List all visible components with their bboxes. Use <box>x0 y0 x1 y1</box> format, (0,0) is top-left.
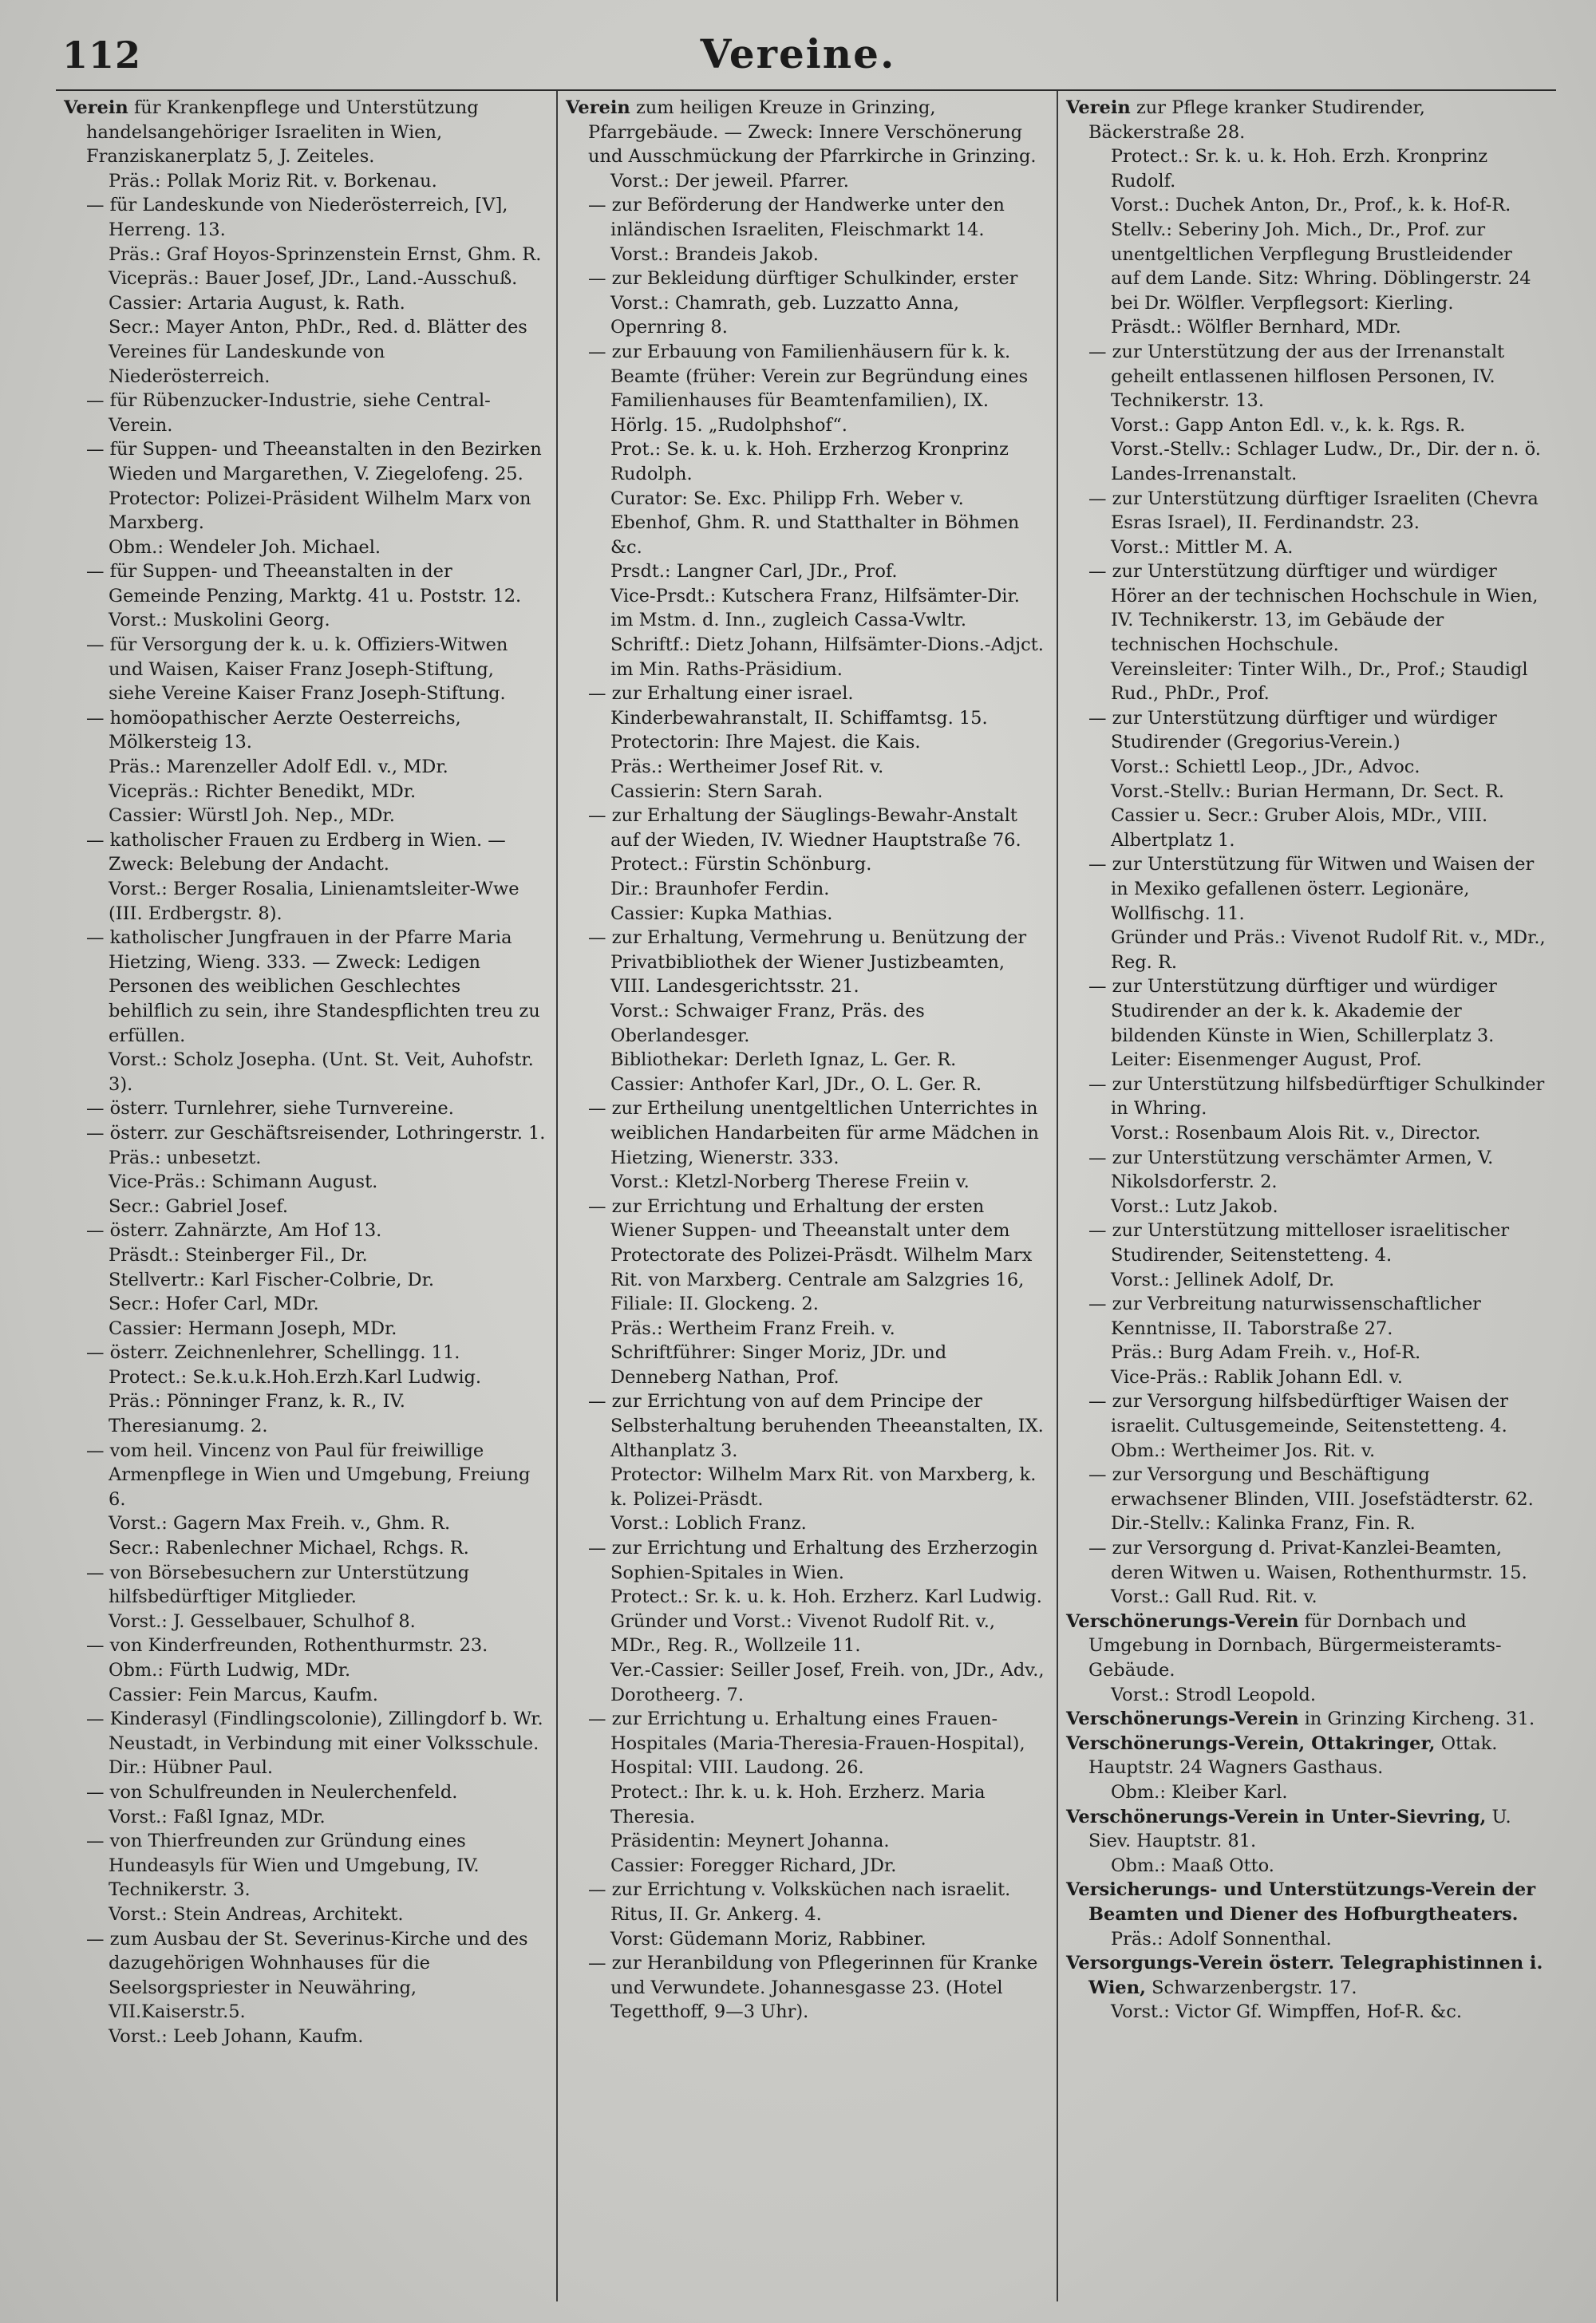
entry-text: — zur Unterstützung der aus der Irrenanstalt geheilt entlassenen hilflosen Personen, IV. Technikerstr. 13. <box>1088 341 1505 412</box>
directory-officer-line <box>566 902 1046 926</box>
entry-text: — für Landeskunde von Niederösterreich, [V], Herreng. 13. <box>86 195 508 240</box>
entry-text: — österr. zur Geschäftsreisender, Lothringerstr. 1. <box>86 1122 546 1144</box>
entry-text: — von Thierfreunden zur Gründung eines Hundeasyls für Wien und Umgebung, IV. Technikerstr. 3. <box>86 1831 480 1901</box>
directory-sub-entry <box>566 1536 1046 1585</box>
entry-text: Präsidentin: Meynert Johanna. <box>610 1831 890 1852</box>
directory-officer-line <box>64 1389 546 1438</box>
directory-officer-line <box>1066 1780 1547 1805</box>
directory-officer-line <box>566 633 1046 681</box>
entry-headword: Verein <box>1066 97 1131 118</box>
entry-text: Präsdt.: Steinberger Fil., Dr. <box>109 1244 368 1266</box>
entry-text: — vom heil. Vincenz von Paul für freiwillige Armenpflege in Wien und Umgebung, Freiung 6. <box>86 1440 531 1510</box>
directory-sub-entry <box>1066 487 1547 535</box>
directory-officer-line <box>1066 535 1547 560</box>
directory-officer-line <box>1066 2000 1547 2025</box>
entry-text: — zur Unterstützung dürftiger und würdiger Hörer an der technischen Hochschule in Wien, IV. Technikerstr. 13, im Gebäude der technischen Hochschule. <box>1088 561 1539 656</box>
entry-text: Cassier: Kupka Mathias. <box>610 903 833 924</box>
entry-text: Protect.: Sr. k. u. k. Hoh. Erzherz. Karl Ludwig. <box>610 1586 1042 1608</box>
directory-officer-line <box>566 1658 1046 1707</box>
directory-sub-entry <box>64 1439 546 1512</box>
directory-officer-line <box>64 1902 546 1927</box>
entry-text: Prsdt.: Langner Carl, JDr., Prof. <box>610 561 898 583</box>
entry-text: Vorst.: J. Gesselbauer, Schulhof 8. <box>109 1610 416 1632</box>
directory-sub-entry <box>566 1195 1046 1317</box>
directory-sub-entry <box>64 1121 546 1146</box>
entry-text: Vorst.: Strodl Leopold. <box>1111 1684 1316 1705</box>
directory-sub-entry <box>566 926 1046 999</box>
directory-officer-line <box>64 1805 546 1830</box>
directory-officer-line <box>566 780 1046 804</box>
entry-text: Gründer und Präs.: Vivenot Rudolf Rit. v., MDr., Reg. R. <box>1111 927 1546 973</box>
entry-text: Vicepräs.: Richter Benedikt, MDr. <box>109 780 417 802</box>
directory-heading-entry <box>566 96 1046 169</box>
directory-officer-line <box>1066 780 1547 804</box>
entry-text: — zur Erhaltung der Säuglings-Bewahr-Anstalt auf der Wieden, IV. Wiedner Hauptstraße 76. <box>588 805 1021 851</box>
directory-officer-line <box>566 1317 1046 1341</box>
directory-sub-entry <box>1066 974 1547 1048</box>
entry-text: Schriftführer: Singer Moriz, JDr. und Denneberg Nathan, Prof. <box>610 1342 947 1388</box>
entry-text: Cassier: Anthofer Karl, JDr., O. L. Ger. R. <box>610 1073 982 1095</box>
entry-text: — zur Erhaltung einer israel. Kinderbewahranstalt, II. Schiffamtsg. 15. <box>588 683 988 729</box>
entry-text: Vorst: Güdemann Moriz, Rabbiner. <box>610 1928 926 1950</box>
directory-heading-entry <box>1066 1951 1547 2000</box>
directory-officer-line <box>64 755 546 780</box>
entry-text: Präs.: Adolf Sonnenthal. <box>1111 1928 1332 1950</box>
directory-officer-line <box>1066 1268 1547 1293</box>
entry-text: — zur Erhaltung, Vermehrung u. Benützung der Privatbibliothek der Wiener Justizbeamten, VIII. Landesgerichtsstr. 21. <box>588 927 1027 998</box>
entry-text: Protect.: Ihr. k. u. k. Hoh. Erzherz. Maria Theresia. <box>610 1781 986 1827</box>
entry-text: — für Suppen- und Theeanstalten in den Bezirken Wieden und Margarethen, V. Ziegelofeng. 25. <box>86 439 542 484</box>
directory-officer-line <box>566 243 1046 267</box>
entry-text: — zur Verbreitung naturwissenschaftlicher Kenntnisse, II. Taborstraße 27. <box>1088 1294 1481 1339</box>
entry-text: Secr.: Hofer Carl, MDr. <box>109 1294 319 1315</box>
entry-text: in Grinzing Kircheng. 31. <box>1298 1709 1535 1730</box>
directory-sub-entry <box>1066 1536 1547 1585</box>
entry-text: Gründer und Vorst.: Vivenot Rudolf Rit. v., MDr., Reg. R., Wollzeile 11. <box>610 1610 996 1657</box>
directory-heading-entry <box>64 96 546 169</box>
directory-officer-line <box>566 852 1046 877</box>
directory-heading-entry <box>1066 96 1547 144</box>
directory-heading-entry <box>1066 1878 1547 1926</box>
directory-sub-entry <box>64 1780 546 1805</box>
directory-officer-line <box>1066 1585 1547 1610</box>
entry-text: Cassier: Fein Marcus, Kaufm. <box>109 1684 378 1705</box>
entry-text: Vice-Prsdt.: Kutschera Franz, Hilfsämter-Dir. im Mstm. d. Inn., zugleich Cassa-Vwltr. <box>610 585 1020 631</box>
directory-officer-line <box>1066 413 1547 438</box>
entry-text: Vorst.: Loblich Franz. <box>610 1513 807 1535</box>
directory-sub-entry <box>1066 1292 1547 1341</box>
directory-sub-entry <box>566 681 1046 730</box>
column-3 <box>1057 91 1556 2301</box>
directory-officer-line <box>64 1195 546 1219</box>
page-header <box>56 22 1540 86</box>
column-2 <box>556 91 1056 2301</box>
entry-text: — zur Heranbildung von Pflegerinnen für Kranke und Verwundete. Johannesgasse 23. (Hotel Tegetthoff, 9—3 Uhr). <box>588 1953 1038 2023</box>
entry-text: — zur Errichtung von auf dem Principe der Selbsterhaltung beruhenden Theeanstalten, IX. Althanplatz 3. <box>588 1391 1044 1461</box>
entry-text: — österr. Zahnärzte, Am Hof 13. <box>86 1220 382 1242</box>
directory-officer-line <box>1066 437 1547 486</box>
directory-heading-entry <box>1066 1610 1547 1683</box>
directory-officer-line <box>566 1585 1046 1610</box>
entry-text: Secr.: Mayer Anton, PhDr., Red. d. Blätter des Vereines für Landeskunde von Niederösterreich. <box>109 317 527 387</box>
entry-text: zum heiligen Kreuze in Grinzing, Pfarrgebäude. — Zweck: Innere Verschönerung und Ausschmückung der Pfarrkirche in Grinzing. <box>588 97 1037 168</box>
entry-text: Vorst.: Stein Andreas, Architekt. <box>109 1903 404 1925</box>
directory-officer-line <box>64 1146 546 1171</box>
entry-text: Vorst.: Duchek Anton, Dr., Prof., k. k. Hof-R. <box>1111 195 1511 216</box>
directory-sub-entry <box>64 389 546 437</box>
directory-heading-entry <box>1066 1707 1547 1732</box>
entry-text: — zur Unterstützung für Witwen und Waisen der in Mexiko gefallenen österr. Legionäre, Wollfischg. 11. <box>1088 854 1535 924</box>
entry-text: Vorst.: Muskolini Georg. <box>109 610 330 631</box>
directory-officer-line <box>1066 1683 1547 1708</box>
directory-sub-entry <box>1066 1146 1547 1195</box>
entry-text: — zur Bekleidung dürftiger Schulkinder, erster Vorst.: Chamrath, geb. Luzzatto Anna, Opernring 8. <box>588 268 1018 338</box>
directory-officer-line <box>566 437 1046 486</box>
entry-text: Vorst.: Brandeis Jakob. <box>610 243 819 265</box>
entry-text: — von Börsebesuchern zur Unterstützung hilfsbedürftiger Mitglieder. <box>86 1562 469 1608</box>
directory-officer-line <box>64 169 546 194</box>
entry-text: Dir.-Stellv.: Kalinka Franz, Fin. R. <box>1111 1513 1416 1535</box>
entry-text: — Kinderasyl (Findlingscolonie), Zillingdorf b. Wr. Neustadt, in Verbindung mit einer Volksschule. <box>86 1709 543 1754</box>
entry-text: — homöopathischer Aerzte Oesterreichs, Mölkersteig 13. <box>86 707 461 753</box>
directory-officer-line <box>64 1317 546 1341</box>
directory-officer-line <box>1066 193 1547 218</box>
running-title: Vereine. <box>700 30 896 77</box>
entry-text: Vorst.: Gagern Max Freih. v., Ghm. R. <box>109 1513 451 1535</box>
directory-officer-line <box>1066 1511 1547 1536</box>
directory-officer-line <box>566 584 1046 633</box>
entry-text: Vorst.: Der jeweil. Pfarrer. <box>610 170 849 192</box>
directory-sub-entry <box>1066 1219 1547 1267</box>
entry-text: — zum Ausbau der St. Severinus-Kirche und des dazugehörigen Wohnhauses für die Seelsorgspriester in Neuwähring, VII.Kaiserstr.5. <box>86 1928 528 2023</box>
entry-text: — zur Ertheilung unentgeltlichen Unterrichtes in weiblichen Handarbeiten für arme Mädchen in Hietzing, Wienerstr. 333. <box>588 1098 1039 1168</box>
directory-sub-entry <box>1066 1463 1547 1511</box>
directory-officer-line <box>566 487 1046 560</box>
directory-officer-line <box>1066 1854 1547 1879</box>
directory-officer-line <box>1066 1121 1547 1146</box>
entry-text: Cassier u. Secr.: Gruber Alois, MDr., VIII. Albertplatz 1. <box>1111 805 1488 851</box>
directory-heading-entry <box>1066 1805 1547 1854</box>
directory-sub-entry <box>1066 852 1547 926</box>
directory-officer-line <box>566 1829 1046 1854</box>
directory-sub-entry <box>64 1927 546 2025</box>
directory-officer-line <box>566 999 1046 1048</box>
directory-sub-entry <box>64 1634 546 1658</box>
entry-text: Vice-Präs.: Rablik Johann Edl. v. <box>1111 1366 1403 1388</box>
directory-sub-entry <box>566 1707 1046 1780</box>
entry-text: Präs.: unbesetzt. <box>109 1147 262 1168</box>
directory-officer-line <box>1066 144 1547 193</box>
entry-text: Secr.: Rabenlechner Michael, Rchgs. R. <box>109 1538 469 1559</box>
entry-text: Präs.: Burg Adam Freih. v., Hof-R. <box>1111 1342 1421 1364</box>
entry-text: zur Pflege kranker Studirender, Bäckerstraße 28. <box>1088 97 1425 143</box>
entry-text: Obm.: Kleiber Karl. <box>1111 1781 1288 1803</box>
entry-text: Präs.: Wertheim Franz Freih. v. <box>610 1318 895 1339</box>
directory-sub-entry <box>64 193 546 242</box>
directory-sub-entry <box>566 1096 1046 1170</box>
directory-officer-line <box>1066 804 1547 852</box>
entry-text: Protector: Wilhelm Marx Rit. von Marxberg, k. k. Polizei-Präsdt. <box>610 1464 1037 1510</box>
directory-officer-line <box>566 1927 1046 1952</box>
directory-officer-line <box>64 291 546 316</box>
entry-text: Präs.: Pollak Moriz Rit. v. Borkenau. <box>109 170 437 192</box>
directory-officer-line <box>64 1658 546 1683</box>
entry-text: — zur Unterstützung dürftiger Israeliten (Chevra Esras Israel), II. Ferdinandstr. 23. <box>1088 488 1539 534</box>
entry-text: Vorst.: Schwaiger Franz, Präs. des Oberlandesger. <box>610 1000 925 1046</box>
directory-officer-line <box>1066 1439 1547 1464</box>
entry-text: Präs.: Graf Hoyos-Sprinzenstein Ernst, Ghm. R. <box>109 243 542 265</box>
entry-text: — zur Versorgung und Beschäftigung erwachsener Blinden, VIII. Josefstädterstr. 62. <box>1088 1464 1534 1510</box>
directory-officer-line <box>566 1854 1046 1879</box>
directory-officer-line <box>64 804 546 828</box>
entry-text: — für Suppen- und Theeanstalten in der Gemeinde Penzing, Marktg. 41 u. Poststr. 12. <box>86 561 522 606</box>
directory-sub-entry <box>64 1096 546 1121</box>
entry-text: Vorst.: Faßl Ignaz, MDr. <box>109 1806 326 1827</box>
directory-officer-line <box>1066 658 1547 706</box>
entry-headword: Verein <box>64 97 128 118</box>
directory-officer-line <box>64 1292 546 1317</box>
directory-sub-entry <box>64 1341 546 1365</box>
directory-officer-line <box>1066 1195 1547 1219</box>
entry-text: Stellvertr.: Karl Fischer-Colbrie, Dr. <box>109 1269 435 1290</box>
directory-officer-line <box>64 1170 546 1195</box>
directory-officer-line <box>1066 755 1547 780</box>
directory-officer-line <box>64 2025 546 2049</box>
directory-officer-line <box>566 730 1046 755</box>
entry-text: Secr.: Gabriel Josef. <box>109 1195 289 1217</box>
directory-sub-entry <box>64 1219 546 1243</box>
entry-text: für Krankenpflege und Unterstützung handelsangehöriger Israeliten in Wien, Franziskanerplatz 5, J. Zeiteles. <box>86 97 479 168</box>
entry-text: Schwarzenbergstr. 17. <box>1145 1977 1357 1998</box>
entry-text: — von Kinderfreunden, Rothenthurmstr. 23. <box>86 1635 488 1657</box>
directory-officer-line <box>1066 1365 1547 1390</box>
entry-text: Cassier: Hermann Joseph, MDr. <box>109 1318 397 1339</box>
entry-text: — zur Unterstützung mittelloser israelitischer Studirender, Seitenstetteng. 4. <box>1088 1220 1510 1266</box>
directory-officer-line <box>566 1780 1046 1829</box>
entry-text: Protect.: Sr. k. u. k. Hoh. Erzh. Kronprinz Rudolf. <box>1111 146 1488 192</box>
directory-officer-line <box>64 1268 546 1293</box>
entry-text: Vorst.: Kletzl-Norberg Therese Freiin v. <box>610 1171 970 1193</box>
directory-officer-line <box>64 315 546 389</box>
entry-headword: Versorgungs-Verein österr. Telegraphistinnen i. Wien, <box>1066 1953 1543 1998</box>
entry-text: Vorst.-Stellv.: Burian Hermann, Dr. Sect. R. <box>1111 780 1505 802</box>
entry-text: Protect.: Se.k.u.k.Hoh.Erzh.Karl Ludwig. <box>109 1366 482 1388</box>
directory-sub-entry <box>64 559 546 608</box>
entry-text: — zur Errichtung u. Erhaltung eines Frauen-Hospitales (Maria-Theresia-Frauen-Hospital), Hospital: VIII. Laudong. 26. <box>588 1709 1025 1779</box>
entry-headword: Verschönerungs-Verein <box>1066 1610 1299 1632</box>
directory-officer-line <box>566 1170 1046 1195</box>
directory-officer-line <box>64 608 546 633</box>
entry-headword: Verschönerungs-Verein <box>1066 1709 1299 1730</box>
entry-text: — katholischer Jungfrauen in der Pfarre Maria Hietzing, Wieng. 333. — Zweck: Ledigen Personen des weiblichen Geschlechtes behilflich zu sein, ihre Standespflichten treu zu erfüllen. <box>86 927 540 1046</box>
entry-text: — katholischer Frauen zu Erdberg in Wien. — Zweck: Belebung der Andacht. <box>86 829 506 875</box>
directory-officer-line <box>64 1365 546 1390</box>
entry-text: — zur Errichtung und Erhaltung der ersten Wiener Suppen- und Theeanstalt unter dem Protectorate des Polizei-Präsdt. Wilhelm Marx Rit. von Marxberg. Centrale am Salzgries 16, Filiale: II. Glockeng. 2. <box>588 1195 1033 1315</box>
entry-text: Präs.: Marenzeller Adolf Edl. v., MDr. <box>109 757 448 778</box>
entry-text: — zur Errichtung und Erhaltung des Erzherzogin Sophien-Spitales in Wien. <box>588 1538 1038 1583</box>
directory-sub-entry <box>64 926 546 1048</box>
directory-officer-line <box>64 1756 546 1780</box>
entry-text: Vorst.: Jellinek Adolf, Dr. <box>1111 1269 1335 1290</box>
directory-sub-entry <box>566 193 1046 242</box>
entry-text: Vorst.: Lutz Jakob. <box>1111 1195 1278 1217</box>
entry-text: Obm.: Wendeler Joh. Michael. <box>109 536 381 558</box>
directory-officer-line <box>566 1048 1046 1073</box>
entry-text: Präs.: Pönninger Franz, k. R., IV. Theresianumg. 2. <box>109 1391 405 1437</box>
entry-text: Ver.-Cassier: Seiller Josef, Freih. von, JDr., Adv., Dorotheerg. 7. <box>610 1660 1045 1705</box>
directory-sub-entry <box>1066 340 1547 413</box>
entry-text: Ottak. Hauptstr. 24 Wagners Gasthaus. <box>1088 1732 1498 1779</box>
entry-text: Cassier: Artaria August, k. Rath. <box>109 292 405 314</box>
directory-sub-entry <box>566 1878 1046 1926</box>
entry-text: Protector: Polizei-Präsident Wilhelm Marx von Marxberg. <box>109 488 531 534</box>
directory-sub-entry <box>64 1707 546 1756</box>
entry-headword: Versicherungs- und Unterstützungs-Verein der Beamten und Diener des Hofburgtheaters. <box>1066 1879 1536 1925</box>
column-1 <box>56 91 555 2301</box>
directory-officer-line <box>566 755 1046 780</box>
directory-officer-line <box>566 1463 1046 1511</box>
entry-text: — zur Unterstützung verschämter Armen, V. Nikolsdorferstr. 2. <box>1088 1147 1494 1193</box>
entry-text: Vorst.: Victor Gf. Wimpffen, Hof-R. &c. <box>1111 2001 1462 2023</box>
entry-text: Schriftf.: Dietz Johann, Hilfsämter-Dions.-Adjct. im Min. Raths-Präsidium. <box>610 634 1044 680</box>
directory-officer-line <box>566 1341 1046 1389</box>
entry-text: Obm.: Fürth Ludwig, MDr. <box>109 1660 351 1681</box>
entry-text: Vice-Präs.: Schimann August. <box>109 1171 378 1193</box>
directory-sub-entry <box>566 1951 1046 2025</box>
directory-sub-entry <box>566 267 1046 340</box>
entry-text: Vorst.: Schiettl Leop., JDr., Advoc. <box>1111 757 1420 778</box>
entry-text: Obm.: Wertheimer Jos. Rit. v. <box>1111 1440 1376 1461</box>
directory-officer-line <box>64 267 546 291</box>
directory-sub-entry <box>1066 706 1547 755</box>
directory-sub-entry <box>1066 559 1547 657</box>
directory-officer-line <box>566 1511 1046 1536</box>
directory-officer-line <box>64 1511 546 1536</box>
directory-officer-line <box>1066 315 1547 340</box>
entry-text: — zur Unterstützung hilfsbedürftiger Schulkinder in Whring. <box>1088 1073 1545 1120</box>
entry-text: Cassier: Foregger Richard, JDr. <box>610 1855 897 1876</box>
entry-text: — zur Versorgung d. Privat-Kanzlei-Beamten, deren Witwen u. Waisen, Rothenthurmstr. 15. <box>1088 1538 1527 1583</box>
directory-sub-entry <box>566 1389 1046 1463</box>
entry-text: — für Versorgung der k. u. k. Offiziers-Witwen und Waisen, Kaiser Franz Joseph-Stiftung, siehe Vereine Kaiser Franz Joseph-Stiftung. <box>86 634 508 705</box>
entry-text: — zur Beförderung der Handwerke unter den inländischen Israeliten, Fleischmarkt 14. <box>588 195 1005 240</box>
entry-text: Vorst.: Mittler M. A. <box>1111 536 1294 558</box>
directory-officer-line <box>64 1536 546 1561</box>
entry-text: — zur Erbauung von Familienhäusern für k. k. Beamte (früher: Verein zur Begründung eines Familienhauses für Beamtenfamilien), IX. Hörlg. 15. „Rudolphshof“. <box>588 341 1029 436</box>
directory-officer-line <box>1066 218 1547 315</box>
entry-text: Vorst.: Gapp Anton Edl. v., k. k. Rgs. R. <box>1111 414 1466 436</box>
entry-text: Vorst.: Berger Rosalia, Linienamtsleiter-Wwe (III. Erdbergstr. 8). <box>109 879 519 924</box>
directory-sub-entry <box>566 340 1046 437</box>
entry-text: Stellv.: Seberiny Joh. Mich., Dr., Prof. zur unentgeltlichen Verpflegung Brustleidender auf dem Lande. Sitz: Whring. Döblingerstr. 24 bei Dr. Wölfler. Verpflegsort: Kierling. <box>1111 219 1531 314</box>
entry-text: — von Schulfreunden in Neulerchenfeld. <box>86 1781 458 1803</box>
entry-text: — für Rübenzucker-Industrie, siehe Central-Verein. <box>86 390 491 436</box>
entry-text: Obm.: Maaß Otto. <box>1111 1855 1274 1876</box>
directory-officer-line <box>64 487 546 535</box>
directory-officer-line <box>566 877 1046 902</box>
directory-sub-entry <box>64 1829 546 1902</box>
entry-text: Protectorin: Ihre Majest. die Kais. <box>610 732 921 753</box>
directory-sub-entry <box>1066 1073 1547 1121</box>
entry-text: — zur Unterstützung dürftiger und würdiger Studirender (Gregorius-Verein.) <box>1088 707 1497 753</box>
entry-text: — zur Unterstützung dürftiger und würdiger Studirender an der k. k. Akademie der bildenden Künste in Wien, Schillerplatz 3. <box>1088 976 1497 1046</box>
entry-text: Prot.: Se. k. u. k. Hoh. Erzherzog Kronprinz Rudolph. <box>610 439 1009 484</box>
entry-text: Leiter: Eisenmenger August, Prof. <box>1111 1049 1422 1071</box>
directory-officer-line <box>1066 1927 1547 1952</box>
directory-officer-line <box>1066 1341 1547 1365</box>
directory-officer-line <box>566 559 1046 584</box>
directory-sub-entry <box>64 633 546 706</box>
directory-sub-entry <box>64 828 546 877</box>
entry-text: Vereinsleiter: Tinter Wilh., Dr., Prof.; Staudigl Rud., PhDr., Prof. <box>1111 658 1528 705</box>
directory-officer-line <box>64 1243 546 1268</box>
entry-text: Cassierin: Stern Sarah. <box>610 780 824 802</box>
directory-officer-line <box>64 1048 546 1096</box>
entry-text: Dir.: Braunhofer Ferdin. <box>610 879 830 899</box>
directory-officer-line <box>64 1683 546 1708</box>
three-column-body <box>56 89 1556 2301</box>
entry-text: — österr. Zeichnenlehrer, Schellingg. 11. <box>86 1342 460 1364</box>
entry-text: — österr. Turnlehrer, siehe Turnvereine. <box>86 1098 454 1120</box>
entry-text: Dir.: Hübner Paul. <box>109 1757 274 1779</box>
directory-officer-line <box>64 877 546 926</box>
entry-text: Cassier: Würstl Joh. Nep., MDr. <box>109 805 395 827</box>
entry-text: Präs.: Wertheimer Josef Rit. v. <box>610 757 884 778</box>
entry-text: Bibliothekar: Derleth Ignaz, L. Ger. R. <box>610 1049 957 1071</box>
entry-text: — zur Errichtung v. Volksküchen nach israelit. Ritus, II. Gr. Ankerg. 4. <box>588 1879 1011 1925</box>
entry-text: — zur Versorgung hilfsbedürftiger Waisen der israelit. Cultusgemeinde, Seitenstetteng. 4. <box>1088 1391 1509 1437</box>
entry-text: Vorst.: Scholz Josepha. (Unt. St. Veit, Auhofstr. 3). <box>109 1049 534 1095</box>
directory-officer-line <box>566 1610 1046 1658</box>
directory-officer-line <box>64 243 546 267</box>
directory-officer-line <box>64 1610 546 1634</box>
directory-officer-line <box>64 535 546 560</box>
entry-text: Vorst.: Gall Rud. Rit. v. <box>1111 1586 1317 1608</box>
entry-text: Vorst.: Leeb Johann, Kaufm. <box>109 2025 364 2047</box>
directory-officer-line <box>64 780 546 804</box>
entry-headword: Verein <box>566 97 630 118</box>
directory-officer-line <box>1066 1048 1547 1073</box>
directory-sub-entry <box>1066 1389 1547 1438</box>
entry-text: U. Siev. Hauptstr. 81. <box>1088 1806 1511 1852</box>
entry-text: Vicepräs.: Bauer Josef, JDr., Land.-Ausschuß. <box>109 268 518 290</box>
directory-sub-entry <box>64 706 546 755</box>
entry-text: Vorst.: Rosenbaum Alois Rit. v., Director. <box>1111 1122 1481 1144</box>
directory-sub-entry <box>566 804 1046 852</box>
entry-text: für Dornbach und Umgebung in Dornbach, Bürgermeisteramts-Gebäude. <box>1088 1610 1502 1681</box>
entry-headword: Verschönerungs-Verein in Unter-Sievring, <box>1066 1806 1487 1827</box>
entry-text: Protect.: Fürstin Schönburg. <box>610 854 872 875</box>
directory-heading-entry <box>1066 1732 1547 1780</box>
directory-officer-line <box>566 1073 1046 1097</box>
entry-text: Curator: Se. Exc. Philipp Frh. Weber v. Ebenhof, Ghm. R. und Statthalter in Böhmen &c. <box>610 488 1020 558</box>
directory-sub-entry <box>64 437 546 486</box>
directory-officer-line <box>1066 926 1547 974</box>
entry-text: Präsdt.: Wölfler Bernhard, MDr. <box>1111 317 1401 338</box>
page-number: 112 <box>62 34 142 77</box>
directory-officer-line <box>566 169 1046 194</box>
directory-sub-entry <box>64 1561 546 1610</box>
entry-headword: Verschönerungs-Verein, Ottakringer, <box>1066 1732 1436 1754</box>
entry-text: Vorst.-Stellv.: Schlager Ludw., Dr., Dir. der n. ö. Landes-Irrenanstalt. <box>1111 439 1541 484</box>
